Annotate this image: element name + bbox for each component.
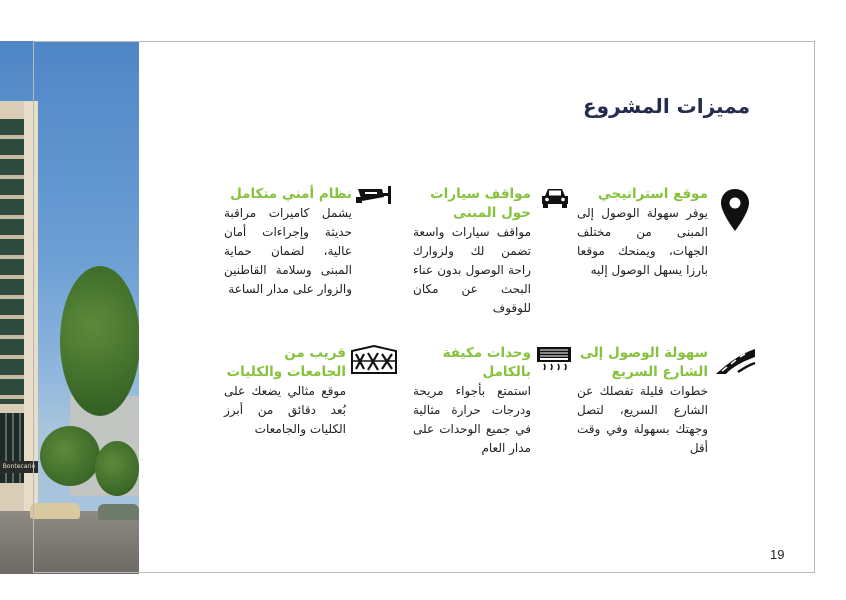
page-number: 19	[770, 547, 785, 562]
shop-sign: Bontecario	[0, 461, 38, 473]
feature-description: خطوات قليلة تفصلك عن الشارع السريع، لتصل وجهتك بسهولة وفي وقت أقل	[577, 384, 708, 455]
feature-title: مواقف سيارات حول المبنى	[430, 186, 531, 221]
feature-description: يوفر سهولة الوصول إلى المبنى من مختلف الجهات، ويمنحك موقعا بارزا يسهل الوصول إليه	[577, 206, 708, 277]
feature-strategic-location	[577, 185, 708, 280]
feature-description: مواقف سيارات واسعة تضمن لك ولزوارك راحة الوصول بدون عناء البحث عن مكان للوقوف	[413, 225, 531, 315]
feature-near-universities	[224, 344, 346, 439]
page-title: مميزات المشروع	[583, 94, 750, 118]
location-pin-icon	[720, 188, 750, 232]
feature-security	[224, 185, 352, 299]
feature-description: موقع مثالي يضعك على بُعد دقائق من أبرز الكليات والجامعات	[224, 384, 346, 436]
feature-highway-access	[577, 344, 708, 458]
feature-description: يشمل كاميرات مراقبة حديثة وإجراءات أمان عالية، لضمان حماية المبنى وسلامة القاطنين والزوار على مدار الساعة	[224, 206, 352, 296]
feature-title: قريب من الجامعات والكليات	[226, 345, 346, 380]
feature-title: وحدات مكيفة بالكامل	[442, 345, 531, 380]
feature-description: استمتع بأجواء مريحة ودرجات حرارة مثالية في جميع الوحدات على مدار العام	[413, 384, 531, 455]
air-conditioner-icon	[536, 346, 572, 372]
building-windows	[0, 119, 24, 404]
feature-air-conditioned	[413, 344, 531, 458]
feature-title: موقع استراتيجي	[598, 186, 708, 202]
security-camera-icon	[356, 186, 392, 210]
feature-title: سهولة الوصول إلى الشارع السريع	[579, 345, 708, 380]
feature-title: نظام أمني متكامل	[230, 186, 352, 202]
university-building-icon	[350, 345, 398, 375]
highway-road-icon	[716, 347, 756, 375]
car-icon	[540, 187, 570, 209]
feature-parking	[413, 185, 531, 318]
